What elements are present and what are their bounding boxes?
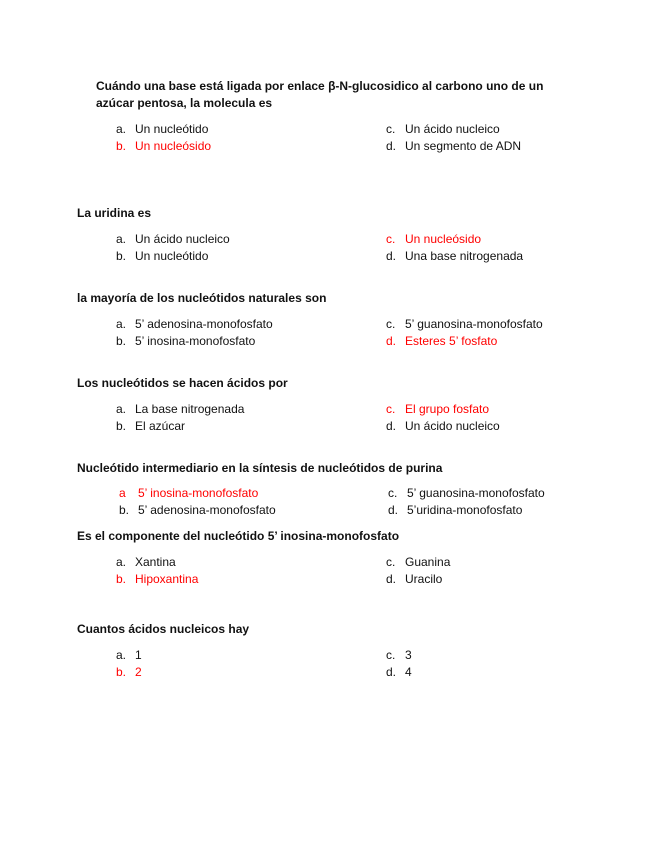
option-text: 5’ guanosina-monofosfato [405,317,543,331]
q2-option-a [116,232,230,246]
question-5: Nucleótido intermediario en la síntesis de nucleótidos de purina [77,461,443,475]
question-6: Es el componente del nucleótido 5’ inosina-monofosfato [77,529,400,543]
q6-option-b [116,572,198,586]
q7-option-d [386,665,412,679]
option-text: Un ácido nucleico [405,419,500,433]
option-text: Un nucleótido [135,122,209,136]
option-letter: c. [388,486,398,500]
option-letter: d. [386,249,397,263]
q1-option-d [386,139,521,153]
option-letter: a. [116,402,127,416]
q1-option-c [386,122,500,136]
option-text: La base nitrogenada [135,402,245,416]
option-letter: c. [386,555,396,569]
q6-option-c [386,555,450,569]
q2-option-b [116,249,208,263]
option-letter: b. [116,249,127,263]
option-text: Un ácido nucleico [135,232,230,246]
q7-option-b [116,665,142,679]
option-text: 5’uridina-monofosfato [407,503,523,517]
option-letter: b. [116,419,127,433]
option-letter: a. [116,122,127,136]
question-2: La uridina es [77,206,152,220]
q1-option-a [116,122,208,136]
question-7: Cuantos ácidos nucleicos hay [77,622,250,636]
q6-option-d [386,572,442,586]
q3-option-a [116,317,273,331]
q3-option-b [116,334,255,348]
option-text: 2 [135,665,142,679]
option-text: 4 [405,665,412,679]
q7-option-c [386,648,412,662]
q2-option-c [386,232,481,246]
option-text: Un nucleótido [135,249,209,263]
option-text: 5’ adenosina-monofosfato [135,317,273,331]
option-text: 5’ inosina-monofosfato [138,486,259,500]
option-text: Uracilo [405,572,443,586]
option-letter: b. [116,572,127,586]
option-text: El grupo fosfato [405,402,490,416]
question-1: Cuándo una base está ligada por enlace β-N-glucosidico al carbono uno de un azúcar pentosa, la molecula es [96,79,544,110]
option-letter: c. [386,402,396,416]
option-text: Un ácido nucleico [405,122,500,136]
option-text: Un nucleósido [405,232,482,246]
option-letter: a. [116,648,127,662]
option-letter: b. [116,334,127,348]
q5-option-b [119,503,276,517]
option-text: 3 [405,648,412,662]
option-letter: d. [386,139,397,153]
q6-option-a [116,555,176,569]
q7-option-a [116,648,142,662]
option-text: Un segmento de ADN [405,139,522,153]
option-letter: b. [116,139,127,153]
option-letter: a. [116,555,127,569]
question-3: la mayoría de los nucleótidos naturales son [77,291,327,305]
option-letter: d. [386,665,397,679]
q3-option-d [386,334,497,348]
option-letter: a. [116,232,127,246]
q4-option-b [116,419,185,433]
option-letter: d. [386,334,397,348]
option-text: Xantina [135,555,176,569]
option-text: 5’ guanosina-monofosfato [407,486,545,500]
option-text: Una base nitrogenada [405,249,524,263]
option-letter: b. [119,503,130,517]
option-letter: c. [386,122,396,136]
option-text: 5’ adenosina-monofosfato [138,503,276,517]
q1-option-b [116,139,211,153]
option-letter: a [119,486,126,500]
option-letter: d. [386,419,397,433]
option-text: 1 [135,648,142,662]
option-letter: d. [386,572,397,586]
q3-option-c [386,317,543,331]
option-text: Un nucleósido [135,139,212,153]
q4-option-d [386,419,500,433]
option-letter: b. [116,665,127,679]
option-text: El azúcar [135,419,186,433]
option-text: Esteres 5’ fosfato [405,334,498,348]
q4-option-a [116,402,244,416]
option-text: Guanina [405,555,451,569]
q4-option-c [386,402,489,416]
q5-option-a [119,486,258,500]
option-letter: c. [386,648,396,662]
q5-option-d [388,503,522,517]
option-text: Hipoxantina [135,572,199,586]
option-text: 5’ inosina-monofosfato [135,334,256,348]
question-4: Los nucleótidos se hacen ácidos por [77,376,288,390]
option-letter: a. [116,317,127,331]
option-letter: d. [388,503,399,517]
option-letter: c. [386,232,396,246]
q2-option-d [386,249,523,263]
q5-option-c [388,486,545,500]
option-letter: c. [386,317,396,331]
